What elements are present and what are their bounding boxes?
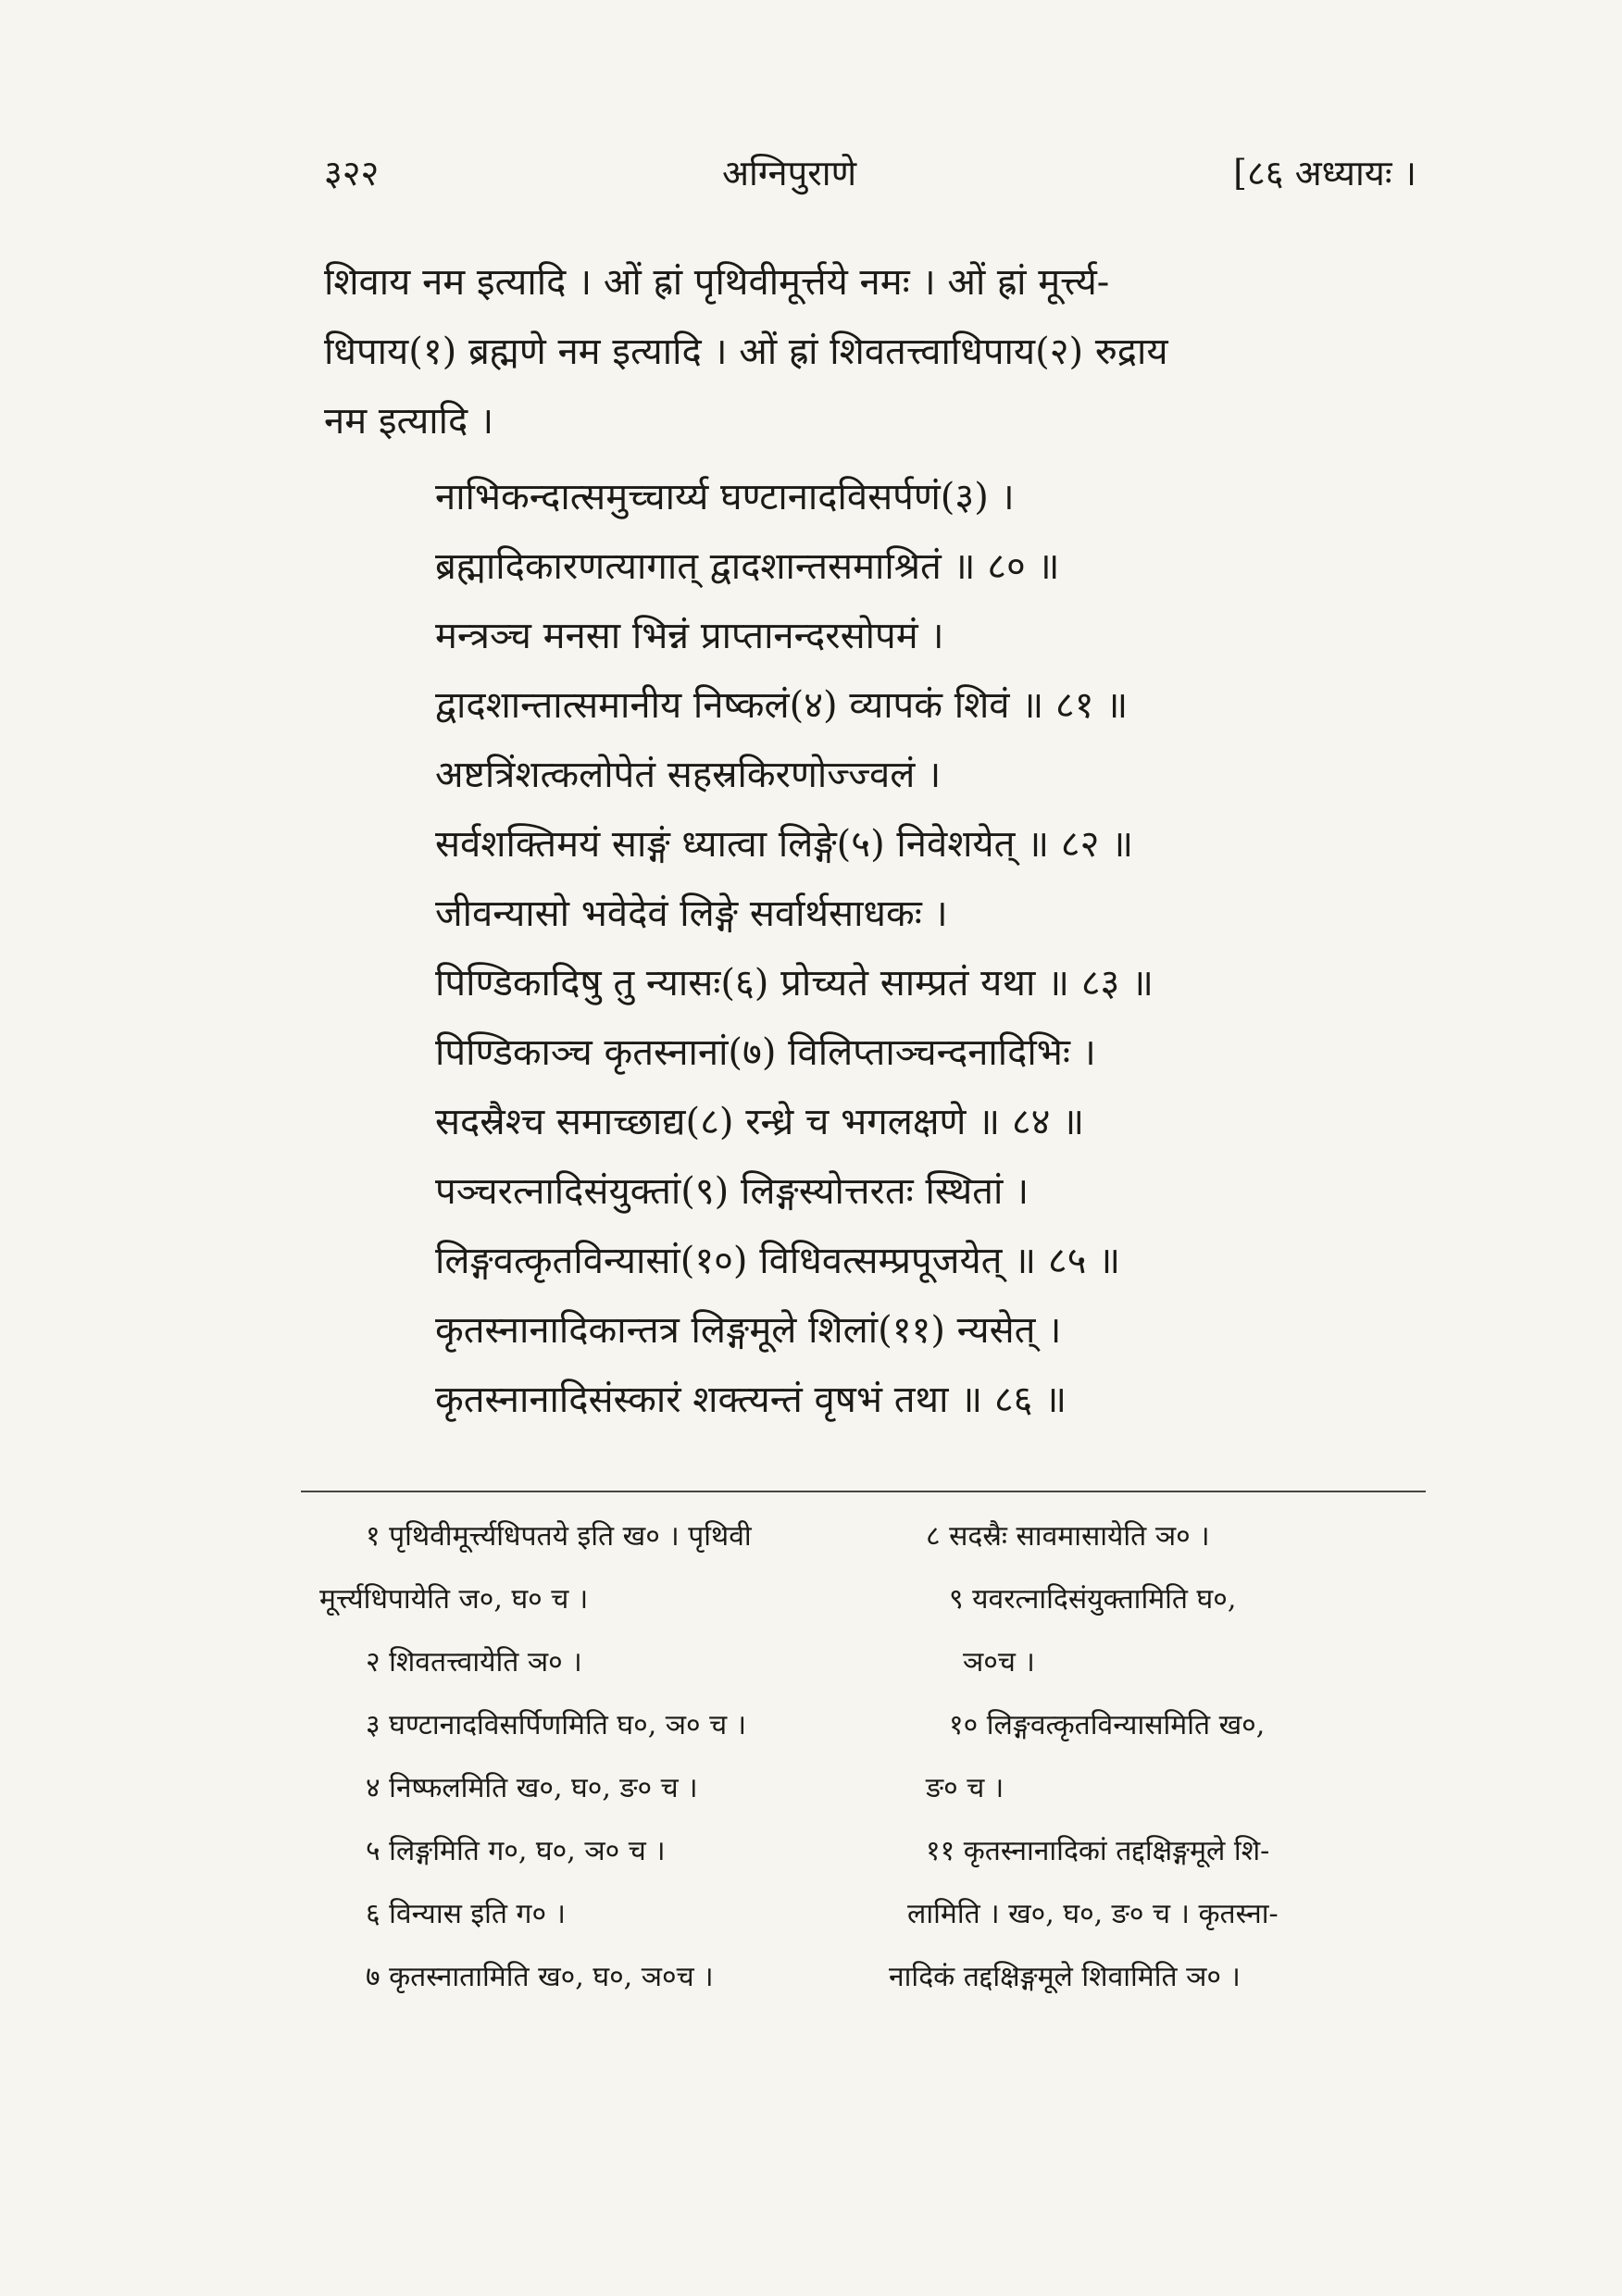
verse-line: पञ्चरत्नादिसंयुक्तां(९) लिङ्गस्योत्तरतः स्थितां । xyxy=(435,1170,1029,1213)
prose-line: शिवाय नम इत्यादि । ओं ह्रां पृथिवीमूर्त्तये नमः । ओं ह्रां मूर्त्त्य- xyxy=(324,261,1110,304)
verse-line: नाभिकन्दात्समुच्चार्य्य घण्टानादविसर्पणं(३) । xyxy=(435,476,1015,518)
running-title: अग्निपुराणे xyxy=(722,153,857,193)
footnote-line: १ पृथिवीमूर्त्त्यधिपतये इति ख० । पृथिवी xyxy=(366,1520,752,1553)
verse-line: द्वादशान्तात्समानीय निष्कलं(४) व्यापकं शिवं ॥ ८१ ॥ xyxy=(435,684,1129,727)
verse-block xyxy=(435,463,1389,1435)
footnote-line: ११ कृतस्नानादिकां तद्दक्षिङ्गमूले शि- xyxy=(926,1835,1270,1867)
verse-line: कृतस्नानादिकान्तत्र लिङ्गमूले शिलां(११) न्यसेत् । xyxy=(435,1309,1062,1352)
prose-line: नम इत्यादि । xyxy=(324,400,494,443)
footnote-line: ८ सदस्रैः सावमासायेति ञ० । xyxy=(926,1520,1210,1553)
footnote-line: १० लिङ्गवत्कृतविन्यासमिति ख०, xyxy=(949,1709,1266,1741)
footnote-line: ञ०च । xyxy=(963,1646,1035,1678)
footnote-line: ९ यवरत्नादिसंयुक्तामिति घ०, xyxy=(949,1583,1237,1616)
footnote-line: ७ कृतस्नातामिति ख०, घ०, ञ०च । xyxy=(366,1961,714,1993)
verse-line: ब्रह्मादिकारणत्यागात् द्वादशान्तसमाश्रितं ॥ ८० ॥ xyxy=(435,545,1060,588)
footnote-line: ४ निष्फलमिति ख०, घ०, ङ० च । xyxy=(366,1772,698,1804)
footnote-line: नादिकं तद्दक्षिङ्गमूले शिवामिति ञ० । xyxy=(889,1961,1241,1993)
footnote-line: मूर्त्त्यधिपायेति ज०, घ० च । xyxy=(319,1583,589,1616)
chapter-label: [८६ अध्यायः । xyxy=(1233,153,1416,193)
page-header xyxy=(324,148,1416,204)
prose-line: धिपाय(१) ब्रह्मणे नम इत्यादि । ओं ह्रां शिवतत्त्वाधिपाय(२) रुद्राय xyxy=(324,331,1168,373)
verse-line: मन्त्रञ्च मनसा भिन्नं प्राप्तानन्दरसोपमं । xyxy=(435,615,944,657)
verse-line: पिण्डिकाञ्च कृतस्नानां(७) विलिप्ताञ्चन्दनादिभिः । xyxy=(435,1031,1096,1074)
prose-block xyxy=(324,248,1416,456)
footnote-line: २ शिवतत्त्वायेति ञ० । xyxy=(366,1646,582,1678)
footnote-line: ६ विन्यास इति ग० । xyxy=(366,1898,566,1930)
footnote-line: ५ लिङ्गमिति ग०, घ०, ञ० च । xyxy=(366,1835,666,1867)
page-number: ३२२ xyxy=(324,153,380,193)
verse-line: सर्वशक्तिमयं साङ्गं ध्यात्वा लिङ्गे(५) निवेशयेत् ॥ ८२ ॥ xyxy=(435,823,1134,866)
verse-line: लिङ्गवत्कृतविन्यासां(१०) विधिवत्सम्प्रपूजयेत् ॥ ८५ ॥ xyxy=(435,1240,1121,1282)
verse-line: कृतस्नानादिसंस्कारं शक्त्यन्तं वृषभं तथा ॥ ८६ ॥ xyxy=(435,1379,1067,1421)
footnote-line: ३ घण्टानादविसर्पिणमिति घ०, ञ० च । xyxy=(366,1709,747,1741)
verse-line: अष्टत्रिंशत्कलोपेतं सहस्रकिरणोज्ज्वलं । xyxy=(435,754,942,796)
verse-line: पिण्डिकादिषु तु न्यासः(६) प्रोच्यते साम्प्रतं यथा ॥ ८३ ॥ xyxy=(435,962,1154,1004)
footnote-line: ङ० च । xyxy=(926,1772,1004,1804)
footnote-line: लामिति । ख०, घ०, ङ० च । कृतस्ना- xyxy=(907,1898,1279,1930)
footnote-divider xyxy=(301,1491,1426,1492)
verse-line: सदस्रैश्च समाच्छाद्य(८) रन्ध्रे च भगलक्षणे ॥ ८४ ॥ xyxy=(435,1101,1085,1143)
verse-line: जीवन्यासो भवेदेवं लिङ्गे सर्वार्थसाधकः । xyxy=(435,892,948,935)
